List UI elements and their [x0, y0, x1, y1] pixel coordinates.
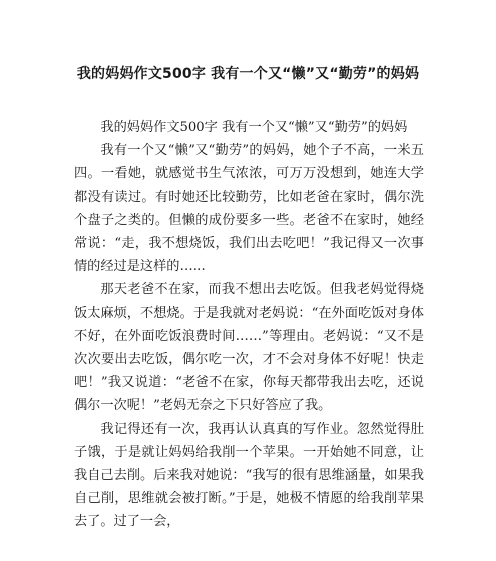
document-title: 我的妈妈作文500字 我有一个又“懒”又“勤劳”的妈妈: [76, 66, 420, 82]
paragraph-heading-repeat: 我的妈妈作文500字 我有一个又“懒”又“勤劳”的妈妈: [100, 120, 408, 135]
paragraph-apple-story: 我记得还有一次，我再认认真真的写作业。忽然觉得肚子饿，于是就让妈妈给我削一个苹果。一开始她不同意，让我自己去削。后来我对她说：“我写的很有思维涵量，如果我自己削，思维就会被打断。”于是，她极不情愿的给我削苹果去了。过了一会，: [74, 421, 424, 530]
paragraph-dinner-story: 那天老爸不在家，而我不想出去吃饭。但我老妈觉得烧饭太麻烦，不想烧。于是我就对老妈说：“在外面吃饭对身体不好，在外面吃饭浪费时间……”等理由。老妈说：“又不是次次要出去吃饭，偶尔吃一次，才不会对身体不好呢！快走吧！”我又说道：“老爸不在家，你每天都带我出去吃，还说偶尔一次呢！”老妈无奈之下只好答应了我。: [74, 282, 424, 414]
document-body: [74, 116, 424, 534]
paragraph-intro: 我有一个又“懒”又“勤劳”的妈妈，她个子不高，一米五四。一看她，就感觉书生气浓浓，可万万没想到，她连大学都没有读过。有时她还比较勤劳，比如老爸在家时，偶尔洗个盘子之类的。但懒的成份要多一些。老爸不在家时，她经常说：“走，我不想烧饭，我们出去吃吧！”我记得又一次事情的经过是这样的……: [74, 143, 424, 275]
